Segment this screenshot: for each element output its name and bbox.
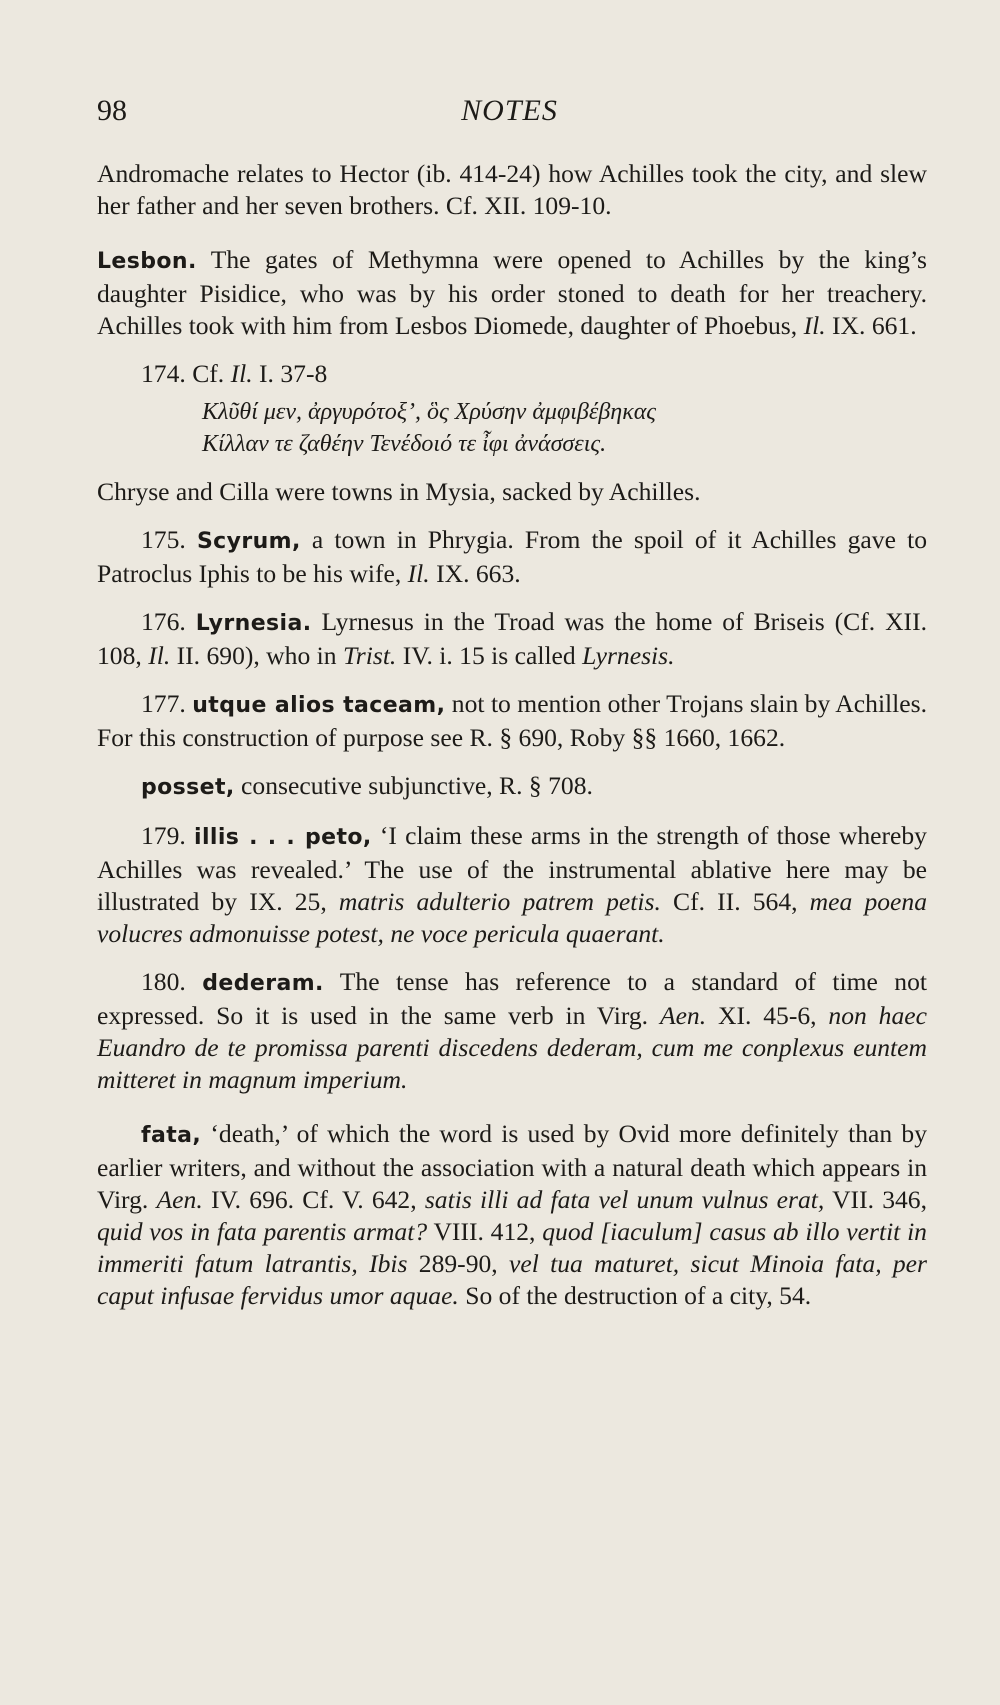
italic-ref: Il. bbox=[230, 359, 253, 388]
latin-quote: vel tua maturet, sicut Minoia fata, per caput infusae fervidus umor aquae. bbox=[97, 1249, 928, 1310]
note-text: Cf. bbox=[185, 359, 231, 388]
note-text: not to mention other Trojans slain by Achilles. For this construction of purpose see R. § 690, Roby §§ 1660, 1662. bbox=[97, 689, 927, 752]
greek-line: Κλῦθί μεν, ἀργυρότοξ’, ὃς Χρύσην ἀμφιβέβηκας bbox=[202, 399, 657, 425]
lemma: dederam. bbox=[202, 971, 324, 996]
line-number: 179. bbox=[141, 821, 186, 850]
note-text: So of the destruction of a city, 54. bbox=[458, 1281, 812, 1310]
italic-ref: Il. bbox=[407, 559, 430, 588]
note-paragraph bbox=[97, 244, 927, 342]
latin-quote: mea poena volucres admonuisse potest, ne voce pericula quaerant. bbox=[97, 887, 927, 948]
note-text bbox=[358, 1249, 369, 1278]
note-text: The gates of Methymna were opened to Achilles by the king’s daughter Pisidice, who was by his order stoned to death for her treachery. Achilles took with him from Lesbos Diomede, daughter of Phoebus, bbox=[97, 245, 927, 340]
line-number: 177. bbox=[141, 689, 186, 718]
running-head: NOTES bbox=[461, 94, 558, 127]
notes-body bbox=[97, 158, 927, 1312]
greek-line: Κίλλαν τε ζαθέην Τενέδοιό τε ἶφι ἀνάσσεις. bbox=[202, 431, 607, 457]
latin-quote: matris adulterio patrem petis. bbox=[338, 887, 661, 916]
italic-ref: Ibis bbox=[369, 1249, 408, 1278]
latin-quote: quid vos in fata parentis armat? bbox=[97, 1217, 428, 1246]
note-text: ‘I claim these arms in the strength of those whereby Achilles was revealed.’ The use of the instrumental ablative here may be illustrated by IX. 25, bbox=[97, 821, 927, 916]
latin-quote: quod [iaculum] casus ab illo vertit in immeriti fatum latrantis, bbox=[97, 1217, 927, 1278]
library-stamp bbox=[390, 1575, 620, 1685]
greek-quotation bbox=[202, 396, 927, 460]
note-text: Lyrnesus in the Troad was the home of Briseis (Cf. XII. 108, bbox=[97, 607, 927, 670]
line-number: 180. bbox=[141, 967, 186, 996]
note-paragraph bbox=[97, 1118, 927, 1312]
page-header bbox=[97, 94, 922, 138]
lemma: Lyrnesia. bbox=[195, 611, 312, 636]
note-paragraph bbox=[97, 770, 927, 804]
italic-ref: Aen. bbox=[659, 1001, 707, 1030]
lemma: posset, bbox=[141, 775, 235, 800]
lemma: utque alios taceam, bbox=[192, 693, 446, 718]
italic-ref: Aen. bbox=[156, 1185, 203, 1214]
line-number: 176. bbox=[141, 607, 186, 636]
note-paragraph bbox=[97, 966, 927, 1096]
note-text: Cf. II. 564, bbox=[660, 887, 810, 916]
note-text: ‘death,’ of which the word is used by Ovid more definitely than by earlier writers, and without the association with a natural death which appears in Virg. bbox=[97, 1119, 927, 1214]
note-paragraph bbox=[97, 358, 927, 390]
lemma: illis . . . peto, bbox=[194, 825, 372, 850]
note-text: IX. 663. bbox=[429, 559, 521, 588]
italic-ref: Lyrnesis. bbox=[582, 641, 675, 670]
note-text: IV. i. 15 is called bbox=[396, 641, 583, 670]
note-paragraph bbox=[97, 606, 927, 672]
note-text: VIII. 412, bbox=[427, 1217, 543, 1246]
lemma: Scyrum, bbox=[196, 529, 301, 554]
note-text: VII. 346, bbox=[824, 1185, 927, 1214]
note-text: a town in Phrygia. From the spoil of it Achilles gave to Patroclus Iphis to be his wife, bbox=[97, 525, 927, 588]
italic-ref: Trist. bbox=[342, 641, 397, 670]
lemma: fata, bbox=[141, 1123, 202, 1148]
line-number: 175. bbox=[141, 525, 186, 554]
note-text: IX. 661. bbox=[825, 311, 917, 340]
note-paragraph bbox=[97, 820, 927, 950]
page-number: 98 bbox=[97, 94, 127, 127]
lemma: Lesbon. bbox=[97, 249, 197, 274]
latin-quote: satis illi ad fata vel unum vulnus erat, bbox=[424, 1185, 825, 1214]
note-text: The tense has reference to a standard of time not expressed. So it is used in the same verb in Virg. bbox=[97, 967, 927, 1030]
note-paragraph: Chryse and Cilla were towns in Mysia, sacked by Achilles. bbox=[97, 477, 701, 506]
note-text: 289-90, bbox=[407, 1249, 509, 1278]
note-text: consecutive subjunctive, R. § 708. bbox=[234, 771, 593, 800]
note-text: I. 37-8 bbox=[252, 359, 328, 388]
note-text: II. 690), who in bbox=[170, 641, 343, 670]
italic-ref: Il. bbox=[803, 311, 826, 340]
note-text: XI. 45-6, bbox=[706, 1001, 829, 1030]
note-text: IV. 696. Cf. V. 642, bbox=[202, 1185, 425, 1214]
note-paragraph: Andromache relates to Hector (ib. 414-24) how Achilles took the city, and slew her father and her seven brothers. Cf. XII. 109-10. bbox=[97, 159, 927, 220]
note-paragraph bbox=[97, 688, 927, 754]
italic-ref: Il. bbox=[148, 641, 171, 670]
latin-quote: non haec Euandro de te promissa parenti discedens dederam, cum me conplexus euntem mitteret in magnum imperium. bbox=[97, 1001, 927, 1094]
note-paragraph bbox=[97, 524, 927, 590]
line-number: 174. bbox=[141, 359, 186, 388]
